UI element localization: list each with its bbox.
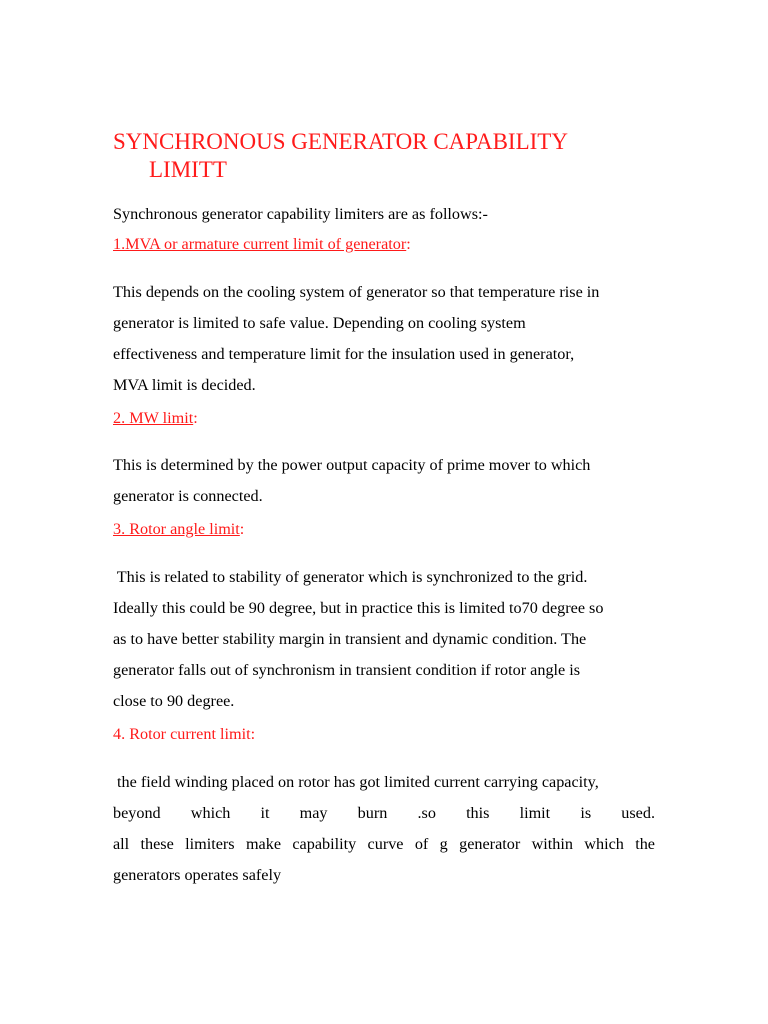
section-2-heading-suffix: : <box>193 409 198 427</box>
intro-text: Synchronous generator capability limiters are as follows:- <box>113 205 488 223</box>
section-3-heading-suffix: : <box>239 520 245 538</box>
section-2-heading-text: 2. MW limit <box>113 409 194 427</box>
section-1-heading-text: 1.MVA or armature current limit of generator <box>113 235 407 253</box>
section-1-line-2: generator is limited to safe value. Depending on cooling system <box>113 314 526 332</box>
section-3-line-5: close to 90 degree. <box>113 692 235 710</box>
section-2-line-2: generator is connected. <box>113 487 263 505</box>
section-1-heading <box>113 232 411 256</box>
section-1-line-3: effectiveness and temperature limit for the insulation used in generator, <box>113 345 575 363</box>
section-4-heading <box>113 722 255 746</box>
title-line-1: SYNCHRONOUS GENERATOR CAPABILITY <box>113 129 568 154</box>
section-2-line-1: This is determined by the power output capacity of prime mover to which <box>113 456 591 474</box>
section-1-heading-suffix: : <box>406 235 411 253</box>
section-3-line-3: as to have better stability margin in transient and dynamic condition. The <box>113 630 587 648</box>
title-line-2: LIMITT <box>149 157 227 182</box>
section-4-heading-text: 4. Rotor current limit: <box>113 725 256 743</box>
section-1-line-1: This depends on the cooling system of generator so that temperature rise in <box>113 283 600 301</box>
section-4-line-3: all these limiters make capability curve of g generator within which the <box>113 835 655 853</box>
section-3-heading-text: 3. Rotor angle limit <box>113 520 240 538</box>
section-4-line-1: the field winding placed on rotor has got limited current carrying capacity, <box>113 773 599 791</box>
section-3-line-1: This is related to stability of generator which is synchronized to the grid. <box>113 568 588 586</box>
document-title <box>113 128 673 184</box>
section-4-line-4: generators operates safely <box>113 866 282 884</box>
section-2-heading <box>113 406 198 430</box>
section-3-line-2: Ideally this could be 90 degree, but in practice this is limited to70 degree so <box>113 599 604 617</box>
section-4-line-2: beyond which it may burn .so this limit is used. <box>113 804 655 822</box>
section-3-heading <box>113 517 244 541</box>
section-1-line-4: MVA limit is decided. <box>113 376 256 394</box>
section-3-line-4: generator falls out of synchronism in transient condition if rotor angle is <box>113 661 581 679</box>
